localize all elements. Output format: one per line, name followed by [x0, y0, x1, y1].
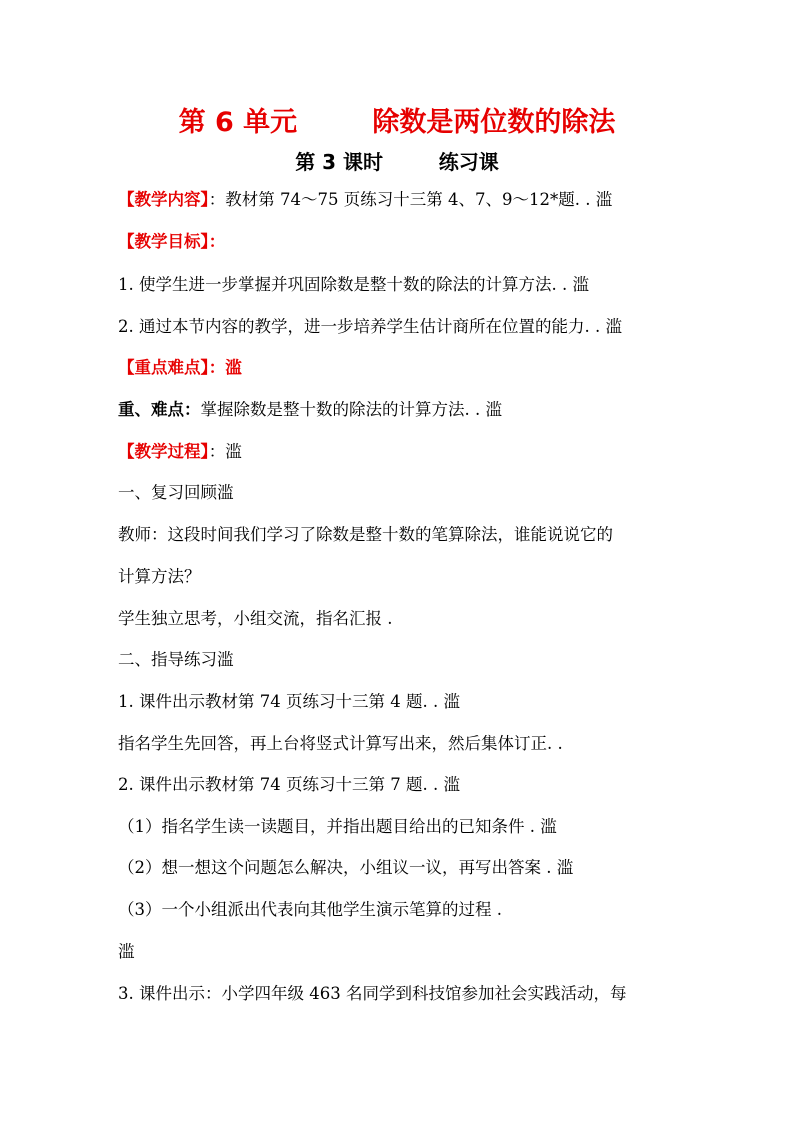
goal-item-1: 1. 使学生进一步掌握并巩固除数是整十数的除法的计算方法. . 滥 [118, 275, 589, 294]
teaching-goals-line [118, 230, 688, 254]
process-line [118, 440, 688, 464]
keypoints-label: 【重点难点】 [118, 358, 209, 377]
exercise-item-2-step-3: （3）一个小组派出代表向其他学生演示笔算的过程 . [118, 900, 502, 919]
teaching-content-line [118, 188, 688, 212]
exercise-item-1: 1. 课件出示教材第 74 页练习十三第 4 题. . 滥 [118, 692, 460, 711]
exercise-item-3: 3. 课件出示：小学四年级 463 名同学到科技馆参加社会实践活动，每 [118, 984, 627, 1003]
teaching-content-text: ：教材第 74～75 页练习十三第 4、7、9～12*题. . 滥 [208, 190, 613, 209]
lone-character: 滥 [118, 942, 135, 961]
exercise-item-2-step-2: （2）想一想这个问题怎么解决，小组议一议，再写出答案 . 滥 [118, 858, 574, 877]
teacher-line-1: 教师：这段时间我们学习了除数是整十数的笔算除法，谁能说说它的 [118, 525, 613, 544]
goal-item-2: 2. 通过本节内容的教学，进一步培养学生估计商所在位置的能力. . 滥 [118, 317, 622, 336]
part2-heading: 二、指导练习滥 [118, 650, 234, 669]
teacher-line-2: 计算方法？ [118, 567, 201, 586]
exercise-item-2-step-1: （1）指名学生读一读题目，并指出题目给出的已知条件 . 滥 [118, 817, 557, 836]
part1-heading: 一、复习回顾滥 [118, 483, 234, 502]
keypoints-suffix: ：滥 [208, 358, 242, 377]
teaching-goals-colon: ： [208, 232, 226, 251]
lesson-subtitle: 第 3 课时 练习课 [295, 150, 499, 174]
students-line: 学生独立思考，小组交流，指名汇报 . [118, 609, 393, 628]
exercise-item-1-detail: 指名学生先回答，再上台将竖式计算写出来，然后集体订正. . [118, 734, 563, 753]
keypoints-line [118, 356, 688, 380]
teaching-content-label: 【教学内容】 [118, 190, 209, 209]
process-label: 【教学过程】 [118, 442, 209, 461]
difficulty-label: 重、难点： [118, 400, 201, 419]
difficulty-text: 掌握除数是整十数的除法的计算方法. . 滥 [200, 400, 502, 419]
difficulty-line [118, 398, 688, 422]
exercise-item-2: 2. 课件出示教材第 74 页练习十三第 7 题. . 滥 [118, 775, 460, 794]
unit-title: 第 6 单元 除数是两位数的除法 [178, 107, 616, 138]
teaching-goals-label: 【教学目标】 [118, 232, 209, 251]
process-suffix: ：滥 [208, 442, 242, 461]
